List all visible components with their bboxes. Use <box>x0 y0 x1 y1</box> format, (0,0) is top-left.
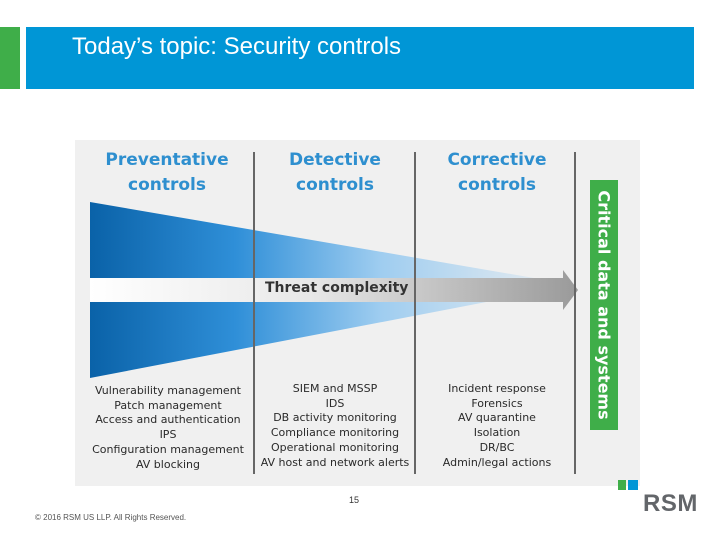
list-item: Isolation <box>473 426 521 440</box>
threat-complexity-label: Threat complexity <box>265 280 409 296</box>
list-item: Configuration management <box>92 442 244 456</box>
preventative-heading <box>87 148 247 198</box>
list-item: DB activity monitoring <box>273 411 397 425</box>
corrective-items <box>412 382 582 470</box>
list-item: Operational monitoring <box>270 440 400 454</box>
accent-bar <box>0 27 20 89</box>
list-item: Admin/legal actions <box>442 455 552 469</box>
list-item: SIEM and MSSP <box>292 382 378 395</box>
list-item: AV host and network alerts <box>260 455 410 469</box>
list-item: Compliance monitoring <box>270 426 400 440</box>
heading-line: Detective <box>289 150 381 170</box>
corrective-heading <box>417 148 577 198</box>
list-item: Incident response <box>448 382 546 395</box>
heading-line: controls <box>128 175 206 195</box>
page-number: 15 <box>349 495 360 505</box>
heading-line: controls <box>458 175 536 195</box>
critical-data-label: Critical data and systems <box>594 190 614 420</box>
list-item: Vulnerability management <box>95 384 241 397</box>
copyright-text: © 2016 RSM US LLP. All Rights Reserved. <box>35 513 187 522</box>
list-item: Patch management <box>114 398 222 412</box>
list-item: AV quarantine <box>458 411 536 425</box>
list-item: Forensics <box>471 396 523 410</box>
list-item: IDS <box>325 396 345 410</box>
list-item: Access and authentication <box>95 413 241 427</box>
security-controls-diagram <box>75 140 640 486</box>
rsm-logo: RSM <box>643 490 698 517</box>
list-item: AV blocking <box>135 457 201 471</box>
heading-line: Preventative <box>105 150 229 170</box>
rsm-logo-mark-icon <box>618 480 642 492</box>
preventative-items <box>83 384 253 472</box>
heading-line: controls <box>296 175 374 195</box>
list-item: DR/BC <box>479 440 515 454</box>
detective-heading <box>255 148 415 198</box>
heading-line: Corrective <box>447 150 547 170</box>
page-title: Today’s topic: Security controls <box>72 33 402 60</box>
detective-items <box>250 382 420 470</box>
list-item: IPS <box>159 428 177 442</box>
